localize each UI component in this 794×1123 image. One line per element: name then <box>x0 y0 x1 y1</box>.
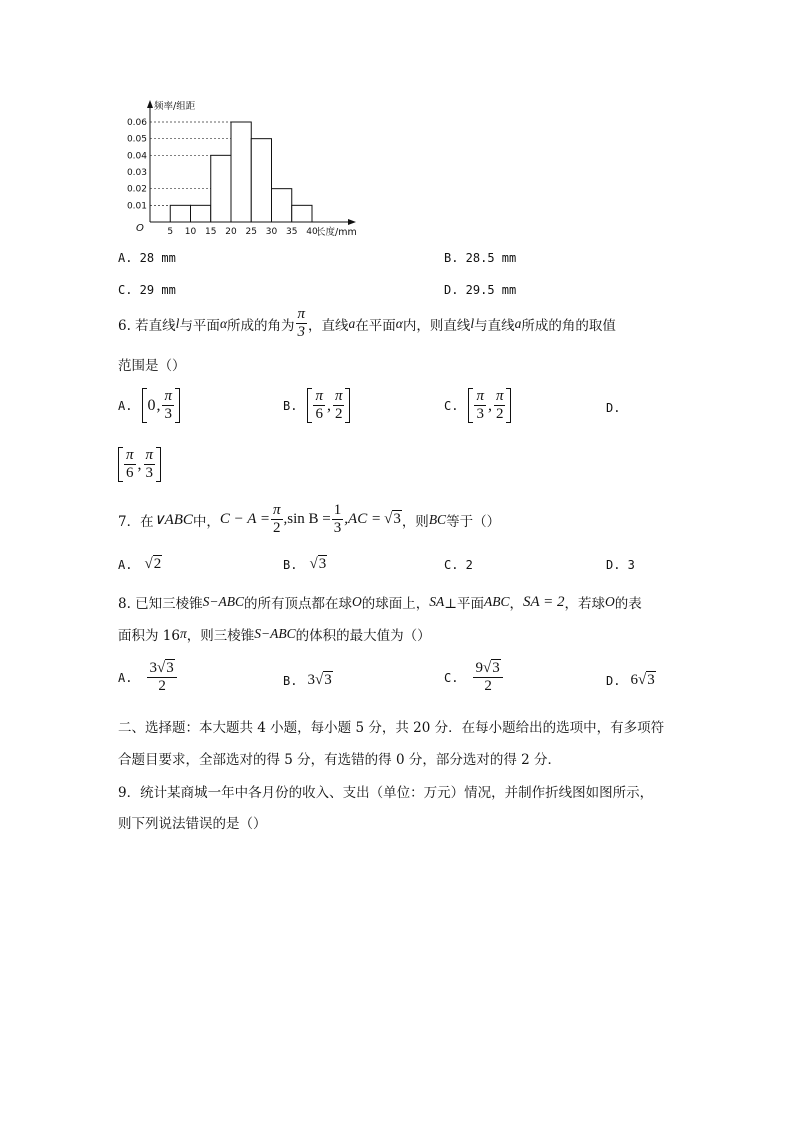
histogram-bar-10-15 <box>191 205 211 222</box>
q7-sinb: ,sin B = <box>283 511 331 527</box>
q6-d-num2: π <box>145 447 154 463</box>
q8-stem-line1 <box>118 592 642 612</box>
q7-ac: ,AC = <box>344 511 382 527</box>
q8-option-d[interactable] <box>606 672 656 689</box>
y-tick-label: 0.01 <box>126 201 147 212</box>
q7-option-a-sqrt: √2 <box>144 556 162 572</box>
q6-var-l: l <box>175 315 180 331</box>
q6-c-comma: , <box>487 396 492 414</box>
q8-text-d: ， <box>509 596 523 612</box>
q6-option-c-label: C. <box>444 398 459 413</box>
q7-option-b-label: B. <box>283 557 298 572</box>
q7-stem <box>118 502 500 537</box>
q8-text-i: 的体积的最大值为（） <box>295 628 431 644</box>
q8-text-c: 的球面上， <box>361 596 430 612</box>
y-tick-label: 0.04 <box>126 151 147 162</box>
q6-a-den: 3 <box>164 406 172 422</box>
q6-a-comma: , <box>156 396 161 414</box>
q7-sqrt3-rad: 3 <box>393 511 401 527</box>
q6-option-b-label: B. <box>283 398 298 413</box>
q7-option-b-sqrt: √3 <box>309 556 327 572</box>
y-tick-labels <box>127 118 147 211</box>
q8-option-b[interactable] <box>283 672 333 689</box>
q8-d-sqrt: √3 <box>637 672 655 688</box>
x-tick-label: 30 <box>265 227 278 237</box>
q6-option-d[interactable] <box>118 447 161 482</box>
q6-option-c-interval <box>468 388 511 423</box>
q8-option-d-label: D. <box>606 673 621 688</box>
q6-c-num2: π <box>495 388 504 404</box>
q8-a-num: 3√3 <box>147 660 176 678</box>
y-tick-label: 0.03 <box>126 168 147 178</box>
q6-d-den2: 3 <box>145 465 154 481</box>
histogram-bar-30-35 <box>272 189 292 222</box>
q6-frac-den: 3 <box>297 324 306 340</box>
q8-c-den: 2 <box>484 678 492 694</box>
q6-text4: 在平面 <box>355 317 396 334</box>
q6-b-num2: π <box>334 388 343 404</box>
q8-b-rad: 3 <box>324 672 332 688</box>
origin-label: O <box>136 223 144 234</box>
q7-text1: 中， <box>192 513 220 530</box>
q6-var-alpha-2: α <box>395 315 403 331</box>
q7-text2: ，则 <box>401 513 429 530</box>
q7-triangle: ∨ABC <box>153 512 193 528</box>
q7-lead: 7．在 <box>118 513 154 530</box>
q6-c-num1: π <box>476 388 484 404</box>
q6-text2: 所成的角为 <box>227 317 295 334</box>
q8-c-num: 9√3 <box>473 660 502 678</box>
q8-a-den: 2 <box>158 678 166 694</box>
y-tick-label: 0.05 <box>126 134 147 145</box>
q8-c-rad: 3 <box>492 660 500 676</box>
x-tick-label: 10 <box>184 227 197 237</box>
q7-bc: BC <box>428 511 447 527</box>
histogram-chart <box>112 94 372 244</box>
q8-option-c[interactable] <box>444 660 504 695</box>
q8-option-b-label: B. <box>283 673 298 688</box>
q8-d-coef: 6 <box>630 672 638 688</box>
x-tick-label: 35 <box>286 227 298 237</box>
q8-b-coef: 3 <box>307 672 315 688</box>
q8-option-a-label: A. <box>118 670 133 685</box>
q6-option-a-interval <box>142 388 180 423</box>
q6-option-d-label[interactable]: D. <box>606 401 621 415</box>
q8-d-rad: 3 <box>647 672 655 688</box>
q7-frac2-num: 1 <box>333 502 342 518</box>
q6-b-comma: , <box>326 396 331 414</box>
q8-text-g: 面积为 16 <box>118 628 180 644</box>
q8-text-f: 的表 <box>614 596 642 612</box>
x-tick-label: 25 <box>245 227 257 237</box>
q6-lead: 6. 若直线 <box>118 317 176 334</box>
q6-a-zero: 0 <box>147 396 156 414</box>
q5-option-d[interactable]: D. 29.5 mm <box>444 283 517 297</box>
q6-var-a: a <box>348 315 356 331</box>
x-tick-label: 15 <box>205 227 217 237</box>
q8-option-c-label: C. <box>444 670 459 685</box>
q7-option-a[interactable] <box>118 556 162 573</box>
x-axis-label: 长度/mm <box>316 227 357 238</box>
q6-stem-line2: 范围是（） <box>118 358 186 374</box>
q7-eq1: C − A = <box>219 511 271 527</box>
q8-o: O <box>352 594 362 609</box>
q8-c-coef: 9 <box>475 660 483 676</box>
q8-sa: SA <box>429 594 445 609</box>
q6-text5: 内，则直线 <box>402 317 471 334</box>
q7-option-b[interactable] <box>283 556 327 573</box>
histogram-bar-20-25 <box>231 122 251 222</box>
histogram-bar-15-20 <box>211 155 231 222</box>
q5-option-b[interactable]: B. 28.5 mm <box>444 251 517 265</box>
q8-a-rad: 3 <box>166 660 174 676</box>
q6-option-d-interval <box>118 447 161 482</box>
histogram-bar-5-10 <box>170 205 190 222</box>
q8-abc: ABC <box>483 594 510 609</box>
q8-stem-line2 <box>118 624 431 644</box>
q9-stem-line2: 则下列说法错误的是（） <box>118 816 267 832</box>
x-tick-label: 5 <box>167 227 174 237</box>
q7-option-a-rad: 2 <box>153 556 162 572</box>
y-axis-label: 频率/组距 <box>154 101 196 112</box>
y-tick-label: 0.06 <box>126 118 147 128</box>
q6-c-den2: 2 <box>495 406 504 422</box>
y-tick-label: 0.02 <box>126 184 147 195</box>
q6-text6: 与直线 <box>474 317 515 334</box>
q8-sabc: S−ABC <box>202 594 245 609</box>
histogram-bar-35-40 <box>292 205 312 222</box>
q6-frac-num: π <box>297 306 306 322</box>
q6-d-num1: π <box>126 447 134 463</box>
q5-option-c[interactable]: C. 29 mm <box>118 283 176 297</box>
q6-option-b-interval <box>307 388 350 423</box>
q8-a-coef: 3 <box>149 660 157 676</box>
x-tick-labels <box>167 227 318 237</box>
q6-stem-line1 <box>118 306 616 341</box>
q7-frac2-den: 3 <box>333 520 342 536</box>
q6-text3: ，直线 <box>308 317 349 334</box>
q6-option-b[interactable] <box>283 388 350 423</box>
q6-c-den1: 3 <box>476 406 484 422</box>
q6-option-c[interactable] <box>444 388 511 423</box>
q7-sqrt3: √3 <box>384 511 401 527</box>
q6-var-a-2: a <box>514 315 522 331</box>
q8-sa2: SA = 2 <box>522 593 565 610</box>
q6-d-comma: , <box>137 455 142 473</box>
section2-instructions-line2: 合题目要求，全部选对的得 5 分，有选错的得 0 分，部分选对的得 2 分． <box>118 752 562 768</box>
q8-pi: π <box>179 626 187 641</box>
q9-stem-line1: 9．统计某商城一年中各月份的收入、支出（单位：万元）情况，并制作折线图如图所示， <box>118 785 654 801</box>
histogram-bar-25-30 <box>251 139 271 222</box>
q7-option-b-rad: 3 <box>318 556 327 572</box>
q8-text-b: 的所有顶点都在球 <box>244 596 353 612</box>
q6-text7: 所成的角的取值 <box>521 317 616 334</box>
q6-d-den1: 6 <box>126 465 134 481</box>
q6-angle-fraction <box>296 306 308 341</box>
q8-sabc-2: S−ABC <box>254 626 296 641</box>
q6-text1: 与平面 <box>179 317 220 334</box>
q6-b-den2: 2 <box>334 406 343 422</box>
q8-text-a: 8. 已知三棱锥 <box>118 596 203 612</box>
q7-text3: 等于（） <box>446 513 501 530</box>
q8-option-a[interactable] <box>118 660 178 695</box>
q6-var-l-2: l <box>470 315 475 331</box>
q8-text-h: ，则三棱锥 <box>186 628 255 644</box>
q8-o-2: O <box>605 594 615 609</box>
q7-option-c[interactable]: C. 2 <box>444 558 473 572</box>
q7-frac1-den: 2 <box>273 520 281 536</box>
q7-option-a-label: A. <box>118 557 133 572</box>
q6-option-a-label: A. <box>118 398 133 413</box>
q7-option-d[interactable]: D. 3 <box>606 558 635 572</box>
q8-text-e: ，若球 <box>564 596 605 612</box>
q7-frac1-num: π <box>273 502 281 518</box>
x-tick-label: 40 <box>306 227 318 237</box>
q6-option-a[interactable] <box>118 388 180 423</box>
q6-var-alpha: α <box>219 315 228 331</box>
q8-perp: ⊥平面 <box>444 596 484 612</box>
q6-b-num1: π <box>315 388 323 404</box>
q5-option-a[interactable]: A. 28 mm <box>118 251 176 265</box>
histogram-bars <box>170 122 312 222</box>
x-tick-label: 20 <box>225 227 237 237</box>
q8-b-sqrt: √3 <box>314 672 332 688</box>
section2-instructions-line1: 二、选择题：本大题共 4 小题，每小题 5 分，共 20 分．在每小题给出的选项中，有多项符 <box>118 720 665 736</box>
q6-b-den1: 6 <box>315 406 323 422</box>
q6-a-num: π <box>164 388 172 404</box>
